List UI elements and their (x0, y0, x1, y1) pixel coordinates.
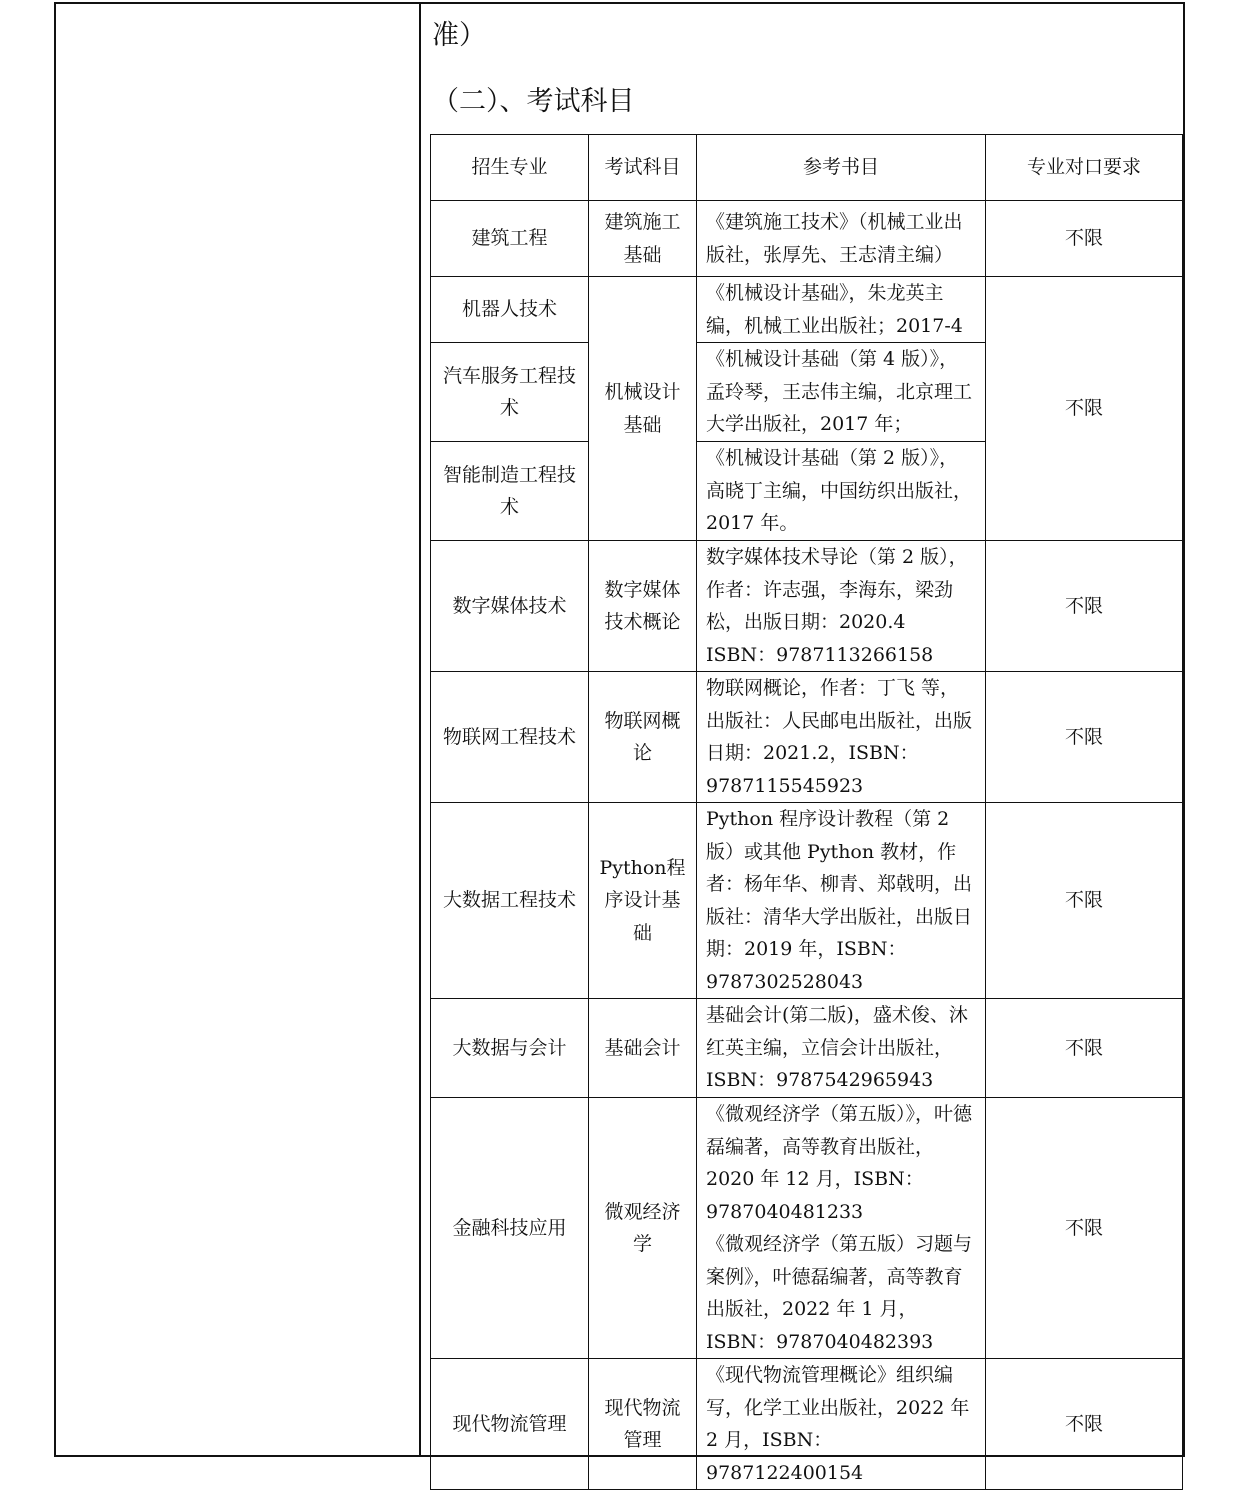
requirement-cell: 不限 (986, 803, 1183, 999)
subject-cell: 现代物流管理 (589, 1359, 697, 1490)
header-requirement: 专业对口要求 (986, 135, 1183, 201)
requirement-cell: 不限 (986, 201, 1183, 277)
subject-cell: 数字媒体技术概论 (589, 541, 697, 672)
subject-cell: 微观经济学 (589, 1098, 697, 1359)
subject-cell: 机械设计基础 (589, 277, 697, 541)
requirement-cell: 不限 (986, 541, 1183, 672)
requirement-cell: 不限 (986, 1359, 1183, 1490)
requirement-cell: 不限 (986, 999, 1183, 1098)
table-row (431, 277, 1183, 343)
subject-cell: Python程序设计基础 (589, 803, 697, 999)
major-cell: 金融科技应用 (431, 1098, 589, 1359)
column-divider (419, 2, 421, 1457)
requirement-cell: 不限 (986, 1098, 1183, 1359)
header-books: 参考书目 (697, 135, 986, 201)
section-heading: （二）、考试科目 (432, 86, 635, 117)
book-entry: 《微观经济学（第五版）》，叶德磊编著，高等教育出版社，2020 年 12 月，ISBN：9787040481233 (706, 1103, 973, 1223)
header-major: 招生专业 (431, 135, 589, 201)
table-row (431, 201, 1183, 277)
major-cell: 建筑工程 (431, 201, 589, 277)
requirement-cell: 不限 (986, 672, 1183, 803)
major-cell: 机器人技术 (431, 277, 589, 343)
book-cell: 基础会计(第二版)，盛术俊、沐红英主编，立信会计出版社，ISBN：9787542965943 (697, 999, 986, 1098)
major-cell: 大数据与会计 (431, 999, 589, 1098)
continued-text: 准） (432, 20, 486, 51)
header-subject: 考试科目 (589, 135, 697, 201)
major-cell: 现代物流管理 (431, 1359, 589, 1490)
table-row (431, 1098, 1183, 1359)
subject-cell: 建筑施工基础 (589, 201, 697, 277)
table-row (431, 803, 1183, 999)
book-cell: 《建筑施工技术》（机械工业出版社，张厚先、王志清主编） (697, 201, 986, 277)
requirement-cell: 不限 (986, 277, 1183, 541)
book-cell: 《机械设计基础（第 4 版）》，孟玲琴，王志伟主编，北京理工大学出版社，2017 年； (697, 343, 986, 442)
table-row (431, 1359, 1183, 1490)
major-cell: 智能制造工程技术 (431, 442, 589, 541)
book-cell: 《机械设计基础》，朱龙英主编，机械工业出版社；2017-4 (697, 277, 986, 343)
exam-subjects-table (430, 134, 1183, 1490)
book-entry: 《微观经济学（第五版）习题与案例》，叶德磊编著，高等教育出版社，2022 年 1 月，ISBN：9787040482393 (706, 1233, 973, 1353)
major-cell: 汽车服务工程技术 (431, 343, 589, 442)
book-cell (697, 1098, 986, 1359)
major-cell: 物联网工程技术 (431, 672, 589, 803)
book-cell: 《现代物流管理概论》组织编写，化学工业出版社，2022 年 2 月，ISBN：9787122400154 (697, 1359, 986, 1490)
subject-cell: 基础会计 (589, 999, 697, 1098)
major-cell: 数字媒体技术 (431, 541, 589, 672)
major-cell: 大数据工程技术 (431, 803, 589, 999)
table-row (431, 541, 1183, 672)
book-cell: 物联网概论，作者：丁飞 等，出版社：人民邮电出版社，出版日期：2021.2，ISBN：9787115545923 (697, 672, 986, 803)
table-row (431, 672, 1183, 803)
book-cell: 《机械设计基础（第 2 版）》，高晓丁主编，中国纺织出版社，2017 年。 (697, 442, 986, 541)
table-header-row (431, 135, 1183, 201)
book-cell: 数字媒体技术导论（第 2 版），作者：许志强，李海东，梁劲松，出版日期：2020.4 ISBN：9787113266158 (697, 541, 986, 672)
subject-cell: 物联网概论 (589, 672, 697, 803)
table-row (431, 999, 1183, 1098)
book-cell: Python 程序设计教程（第 2 版）或其他 Python 教材，作者：杨年华、柳青、郑戟明，出版社：清华大学出版社，出版日期：2019 年，ISBN：9787302528043 (697, 803, 986, 999)
